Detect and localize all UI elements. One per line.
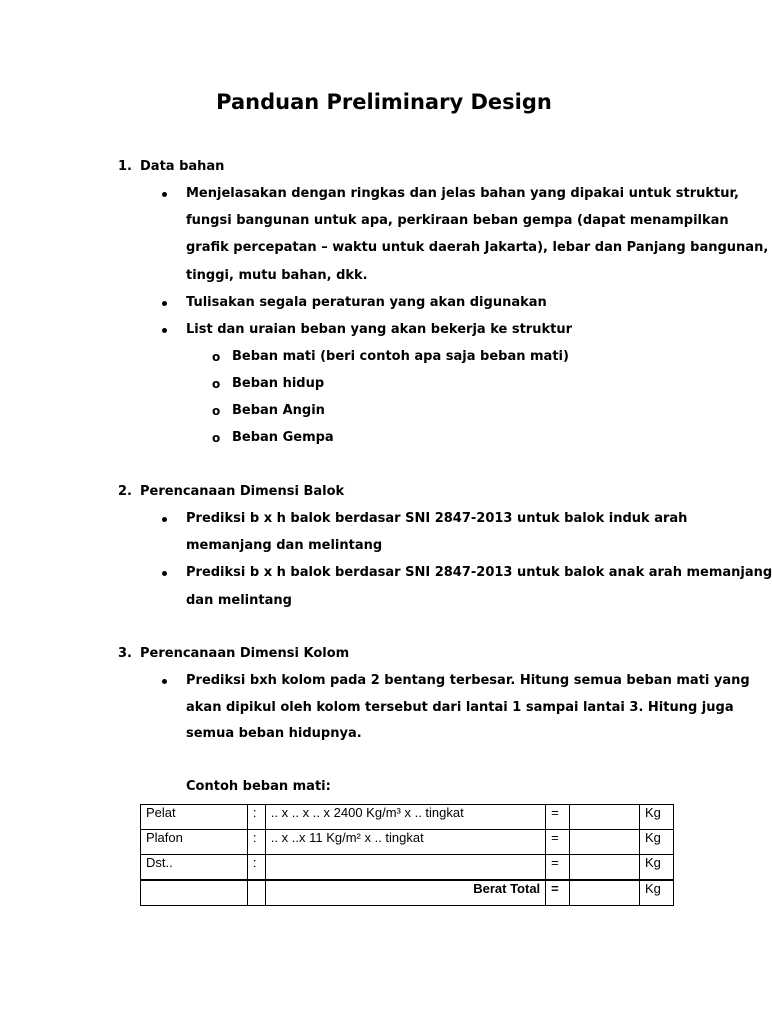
bullet-icon bbox=[162, 517, 167, 522]
section-number: 3. bbox=[118, 646, 132, 661]
paragraph-line: dan melintang bbox=[186, 593, 292, 608]
equals-cell: = bbox=[546, 830, 570, 855]
value-cell bbox=[570, 880, 640, 906]
table-row bbox=[141, 830, 674, 855]
formula-cell bbox=[265, 855, 545, 881]
bullet-text: List dan uraian beban yang akan bekerja ke struktur bbox=[186, 322, 572, 337]
value-cell bbox=[570, 805, 640, 830]
load-name-cell: Pelat bbox=[141, 805, 248, 830]
bullet-icon bbox=[162, 571, 167, 576]
section-title: Data bahan bbox=[140, 159, 225, 174]
paragraph-line: semua beban hidupnya. bbox=[186, 726, 362, 741]
load-name-cell: Plafon bbox=[141, 830, 248, 855]
paragraph-line: fungsi bangunan untuk apa, perkiraan beban gempa (dapat menampilkan bbox=[186, 213, 729, 228]
subitem-text: Beban mati (beri contoh apa saja beban mati) bbox=[232, 349, 569, 364]
bullet-icon bbox=[162, 328, 167, 333]
subitem-text: Beban Angin bbox=[232, 403, 325, 418]
paragraph-line: Prediksi b x h balok berdasar SNI 2847-2013 untuk balok induk arah bbox=[186, 511, 688, 526]
subitem-text: Beban Gempa bbox=[232, 430, 334, 445]
equals-cell: = bbox=[546, 855, 570, 881]
circle-bullet-icon: o bbox=[212, 431, 221, 445]
section-title: Perencanaan Dimensi Kolom bbox=[140, 646, 350, 661]
subitem-text: Beban hidup bbox=[232, 376, 325, 391]
empty-cell bbox=[247, 880, 265, 906]
total-label-cell: Berat Total bbox=[265, 880, 545, 906]
section-title: Perencanaan Dimensi Balok bbox=[140, 484, 345, 499]
example-label: Contoh beban mati: bbox=[186, 779, 331, 794]
table-row bbox=[141, 855, 674, 881]
paragraph-line: Prediksi b x h balok berdasar SNI 2847-2013 untuk balok anak arah memanjang bbox=[186, 565, 772, 580]
formula-cell: .. x ..x 11 Kg/m² x .. tingkat bbox=[265, 830, 545, 855]
unit-cell: Kg bbox=[639, 805, 673, 830]
paragraph-line: Menjelasakan dengan ringkas dan jelas bahan yang dipakai untuk struktur, bbox=[186, 186, 739, 201]
total-row bbox=[141, 880, 674, 906]
paragraph-line: tinggi, mutu bahan, dkk. bbox=[186, 268, 368, 283]
bullet-icon bbox=[162, 679, 167, 684]
bullet-icon bbox=[162, 192, 167, 197]
colon-cell: : bbox=[247, 805, 265, 830]
table-row bbox=[141, 805, 674, 830]
equals-cell: = bbox=[546, 805, 570, 830]
colon-cell: : bbox=[247, 830, 265, 855]
empty-cell bbox=[141, 880, 248, 906]
colon-cell: : bbox=[247, 855, 265, 881]
bullet-text: Tulisakan segala peraturan yang akan digunakan bbox=[186, 295, 547, 310]
load-name-cell: Dst.. bbox=[141, 855, 248, 881]
paragraph-line: Prediksi bxh kolom pada 2 bentang terbesar. Hitung semua beban mati yang bbox=[186, 673, 750, 688]
equals-cell: = bbox=[546, 880, 570, 906]
unit-cell: Kg bbox=[639, 855, 673, 881]
circle-bullet-icon: o bbox=[212, 404, 221, 418]
unit-cell: Kg bbox=[639, 830, 673, 855]
value-cell bbox=[570, 830, 640, 855]
paragraph-line: grafik percepatan – waktu untuk daerah Jakarta), lebar dan Panjang bangunan, bbox=[186, 240, 769, 255]
dead-load-table bbox=[140, 804, 674, 906]
section-number: 1. bbox=[118, 159, 132, 174]
formula-cell: .. x .. x .. x 2400 Kg/m³ x .. tingkat bbox=[265, 805, 545, 830]
page-title: Panduan Preliminary Design bbox=[216, 90, 552, 114]
circle-bullet-icon: o bbox=[212, 377, 221, 391]
bullet-icon bbox=[162, 301, 167, 306]
paragraph-line: memanjang dan melintang bbox=[186, 538, 383, 553]
unit-cell: Kg bbox=[639, 880, 673, 906]
value-cell bbox=[570, 855, 640, 881]
paragraph-line: akan dipikul oleh kolom tersebut dari lantai 1 sampai lantai 3. Hitung juga bbox=[186, 700, 734, 715]
circle-bullet-icon: o bbox=[212, 350, 221, 364]
section-number: 2. bbox=[118, 484, 132, 499]
